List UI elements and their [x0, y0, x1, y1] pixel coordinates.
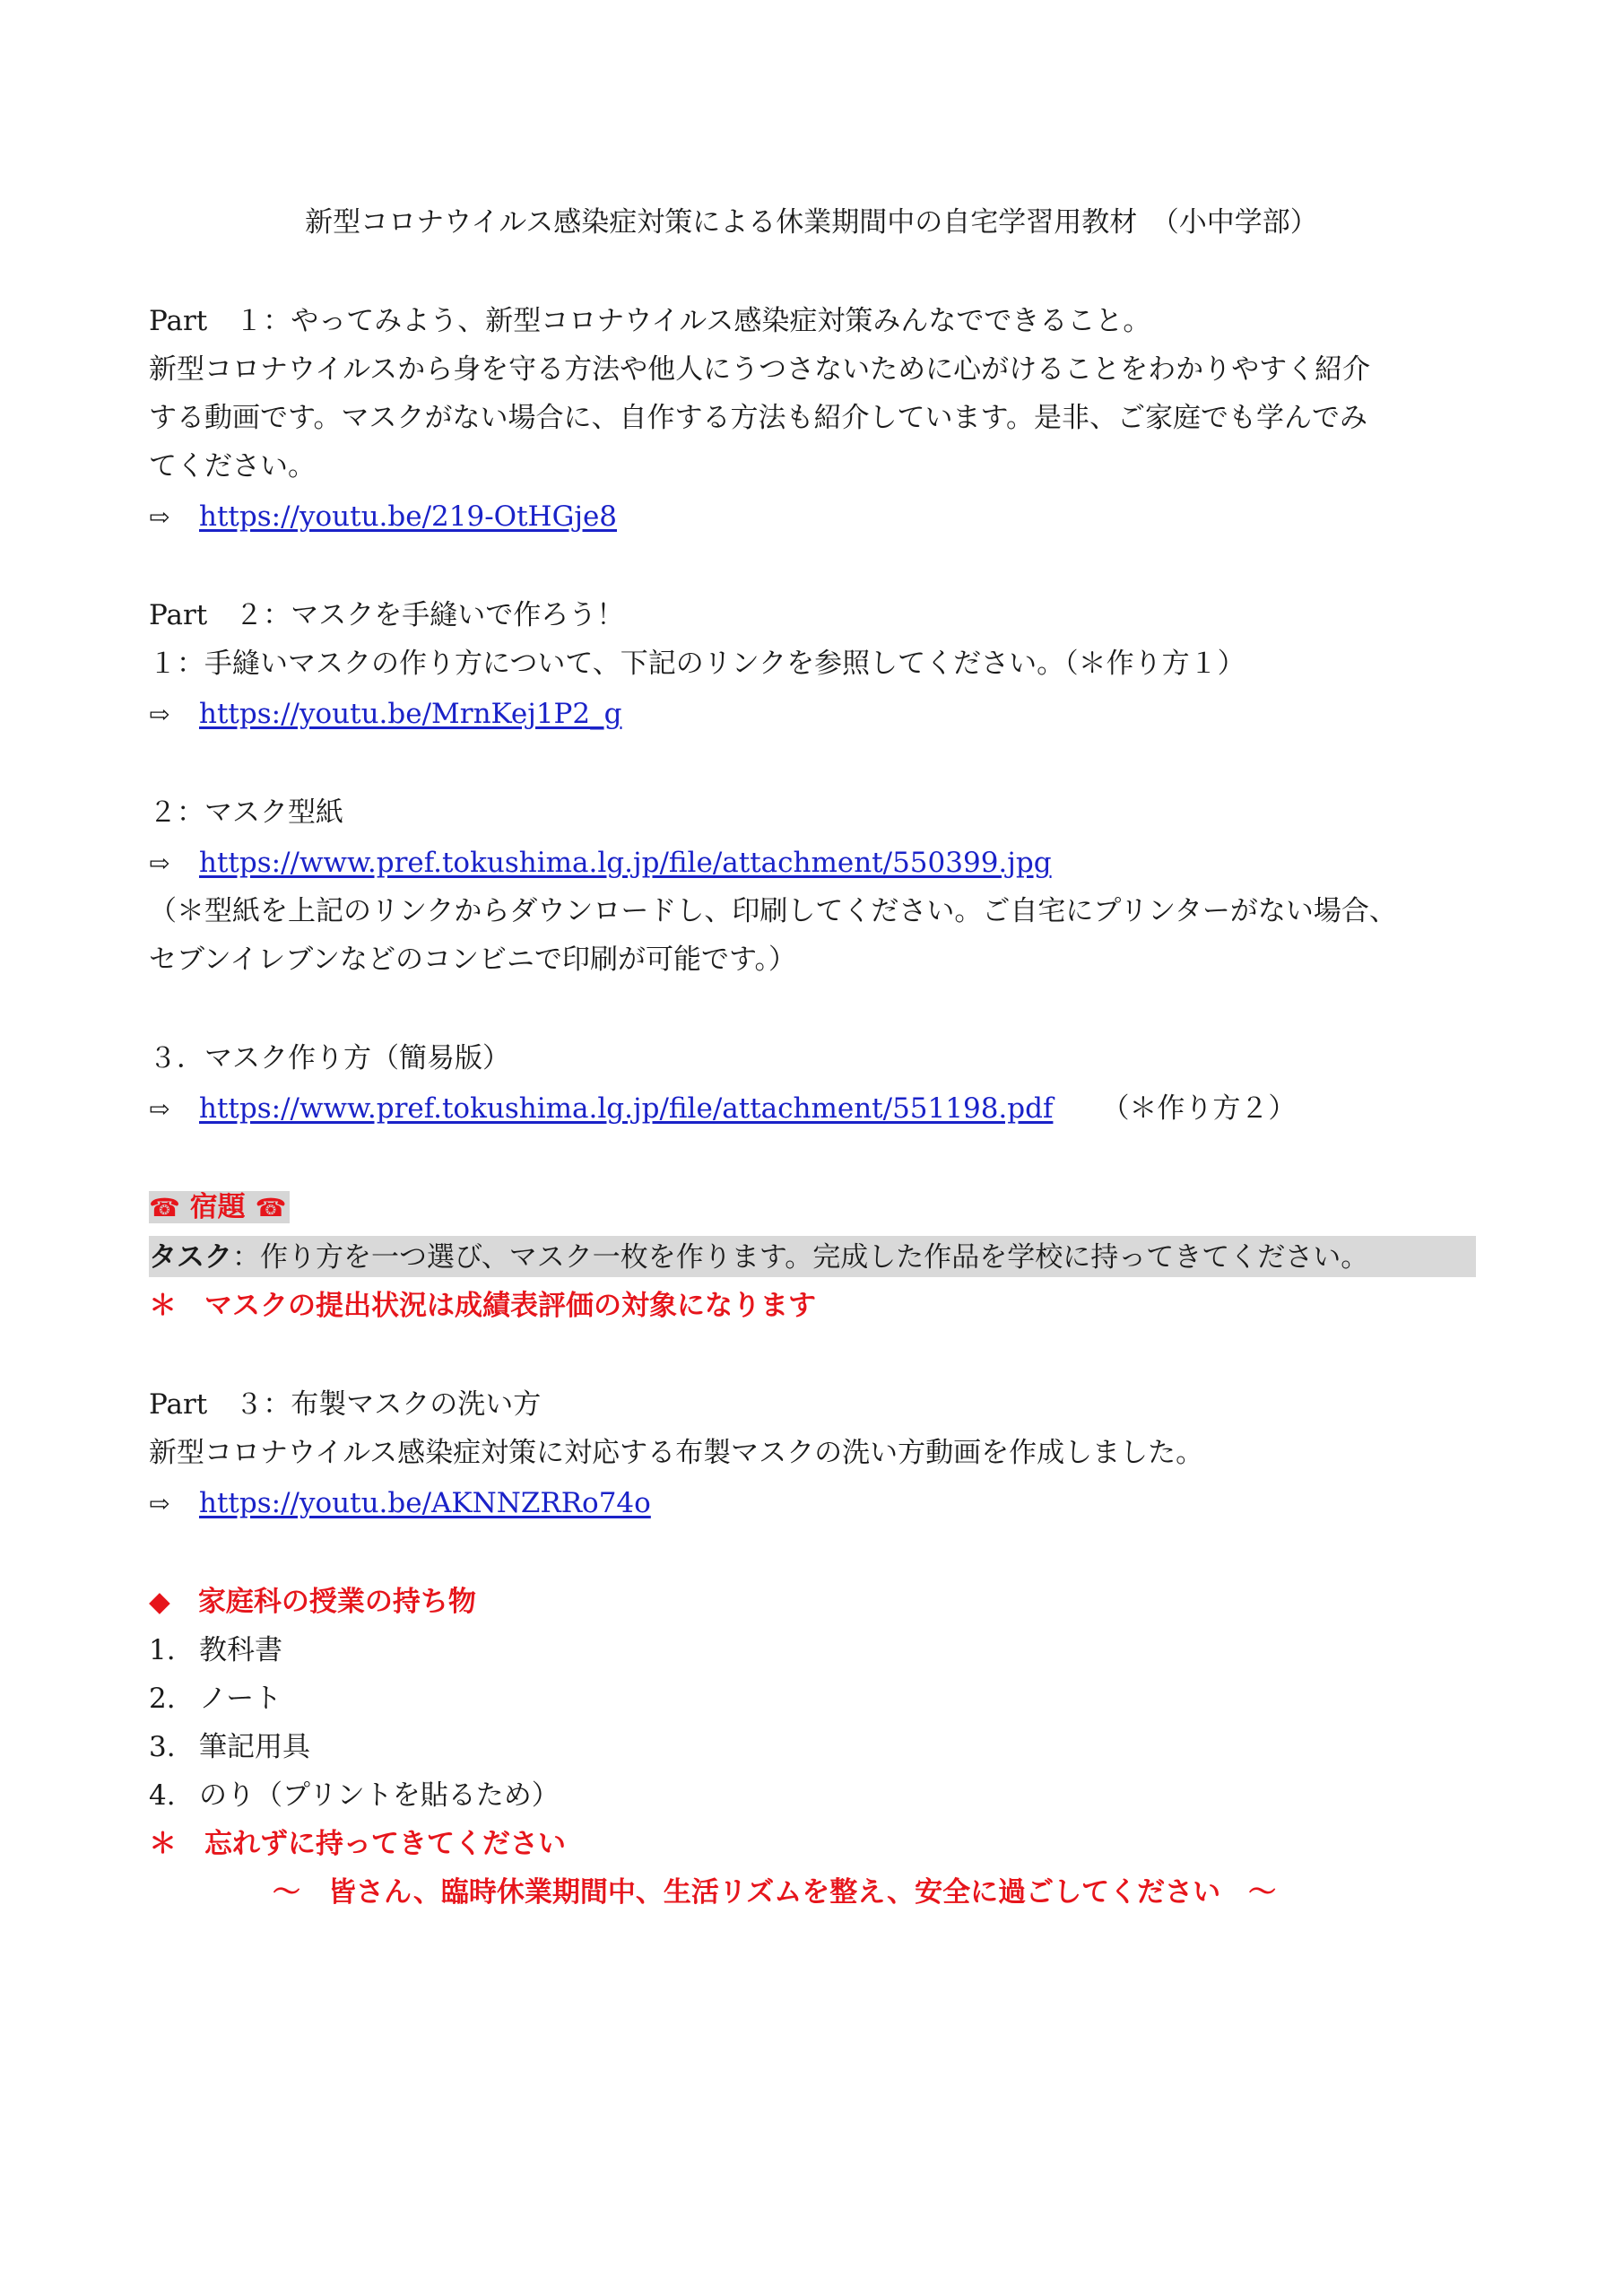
list-item-number: 4. [149, 1779, 176, 1812]
homework-label: 宿題 [189, 1191, 246, 1223]
arrow-icon: ⇨ [149, 502, 170, 532]
list-item [149, 1681, 282, 1717]
part2-pattern-link[interactable]: https://www.pref.tokushima.lg.jp/file/attachment/550399.jpg [199, 847, 1052, 879]
part3-desc: 新型コロナウイルス感染症対策に対応する布製マスクの洗い方動画を作成しました。 [149, 1437, 1204, 1469]
part1-heading: Part １：やってみよう、新型コロナウイルス感染症対策みんなでできること。 [149, 305, 1151, 337]
homework-warning: ＊ マスクの提出状況は成績表評価の対象になります [149, 1290, 816, 1322]
part2-item3-link-row [149, 1091, 1296, 1127]
list-item-text: ノート [199, 1683, 282, 1715]
part2-item2-link-row [149, 845, 1052, 882]
part2-item1-link-row [149, 696, 621, 733]
belongings-heading: ◆ 家庭科の授業の持ち物 [149, 1586, 476, 1618]
arrow-icon: ⇨ [149, 1094, 170, 1124]
part2-item2-text: ２：マスク型紙 [149, 796, 343, 829]
list-item-number: 3. [149, 1731, 176, 1763]
homework-heading [149, 1189, 290, 1226]
part2-heading: Part ２：マスクを手縫いで作ろう！ [149, 599, 625, 631]
closing-message: ～ 皆さん、臨時休業期間中、生活リズムを整え、安全に過ごしてください ～ [273, 1876, 1277, 1909]
part1-desc-line-2: する動画です。マスクがない場合に、自作する方法も紹介しています。是非、ご家庭でも学んでみ [149, 402, 1368, 434]
part3-link-row [149, 1485, 651, 1522]
part3-wash-video-link[interactable]: https://youtu.be/AKNNZRRo74o [199, 1487, 651, 1519]
list-item [149, 1632, 282, 1668]
homework-heading-band [149, 1191, 290, 1223]
arrow-icon: ⇨ [149, 848, 170, 878]
arrow-icon: ⇨ [149, 700, 170, 729]
list-item [149, 1778, 560, 1813]
part1-desc-line-3: てください。 [149, 450, 316, 483]
part2-simple-mask-link[interactable]: https://www.pref.tokushima.lg.jp/file/attachment/551198.pdf [199, 1092, 1054, 1125]
part1-desc-line-1: 新型コロナウイルスから身を守る方法や他人にうつさないために心がけることをわかりやすく紹介 [149, 353, 1371, 386]
phone-icon: ☎ [149, 1193, 180, 1222]
phone-icon: ☎ [255, 1193, 287, 1222]
list-item-text: 筆記用具 [199, 1731, 310, 1763]
list-item-number: 2. [149, 1683, 176, 1715]
task-text: ：作り方を一つ選び、マスク一枚を作ります。完成した作品を学校に持ってきてください。 [232, 1241, 1369, 1274]
task-label: タスク [149, 1241, 232, 1274]
part2-item2-note-line-2: セブンイレブンなどのコンビニで印刷が可能です。） [149, 944, 796, 976]
list-item-number: 1. [149, 1634, 176, 1666]
part1-video-link[interactable]: https://youtu.be/219-OtHGje8 [199, 500, 618, 533]
arrow-icon: ⇨ [149, 1489, 170, 1518]
part2-sewing-video-link[interactable]: https://youtu.be/MrnKej1P2_g [199, 698, 622, 730]
belongings-reminder: ＊ 忘れずに持ってきてください [149, 1828, 566, 1860]
list-item-text: のり（プリントを貼るため） [199, 1779, 560, 1812]
part2-item1-text: １：手縫いマスクの作り方について、下記のリンクを参照してください。（＊作り方１） [149, 648, 1245, 680]
list-item-text: 教科書 [199, 1634, 282, 1666]
part2-item2-note-line-1: （＊型紙を上記のリンクからダウンロードし、印刷してください。ご自宅にプリンターがない場合、 [149, 895, 1397, 927]
part1-link-row [149, 499, 617, 535]
part2-item3-note: （＊作り方２） [1101, 1092, 1297, 1125]
document-title: 新型コロナウイルス感染症対策による休業期間中の自宅学習用教材 （小中学部） [305, 206, 1318, 239]
homework-task [149, 1239, 1368, 1275]
part3-heading: Part ３：布製マスクの洗い方 [149, 1388, 542, 1421]
list-item [149, 1729, 310, 1765]
part2-item3-text: ３．マスク作り方（簡易版） [149, 1042, 510, 1074]
